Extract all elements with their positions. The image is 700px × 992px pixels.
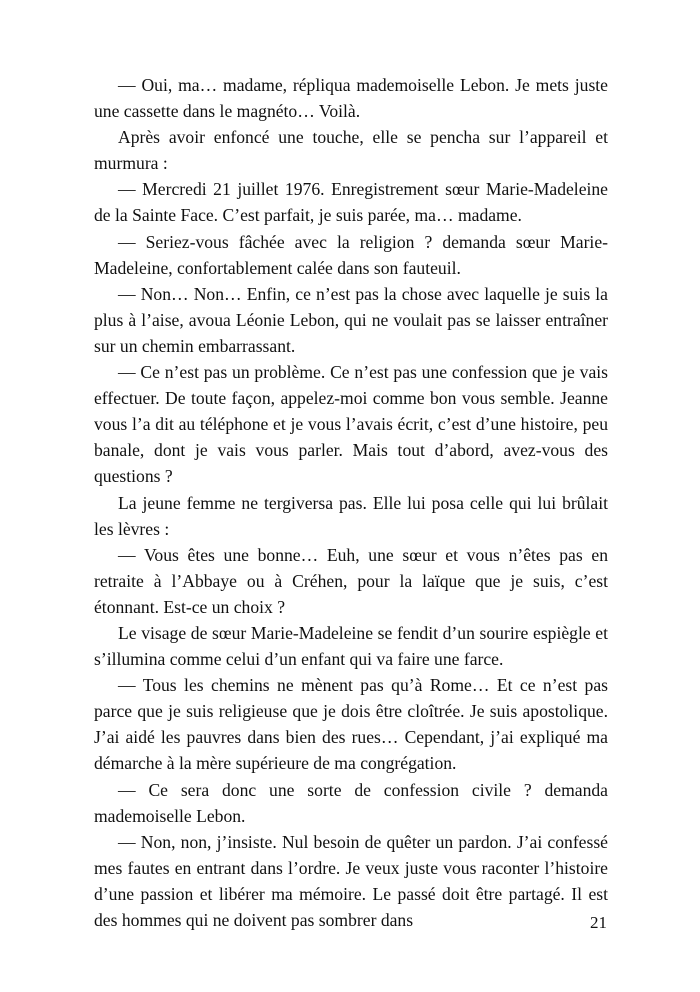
page-number: 21	[590, 913, 607, 932]
paragraph: La jeune femme ne tergiversa pas. Elle lui posa celle qui lui brûlait les lèvres :	[94, 492, 608, 539]
paragraph: — Tous les chemins ne mènent pas qu’à Rome… Et ce n’est pas parce que je suis religieuse que je dois être cloîtrée. Je suis apostolique. J’ai aidé les pauvres dans bien des rues… Cependant, j’ai expliqué ma démarche à la mère supérieure de ma congrégation.	[94, 675, 608, 774]
paragraph: — Mercredi 21 juillet 1976. Enregistrement sœur Marie-Madeleine de la Sainte Face. C’est parfait, je suis parée, ma… madame.	[94, 179, 608, 226]
body-text	[94, 72, 608, 933]
paragraph: — Seriez-vous fâchée avec la religion ? demanda sœur Marie-Madeleine, confortablement calée dans son fauteuil.	[94, 231, 608, 278]
paragraph: — Oui, ma… madame, répliqua mademoiselle Lebon. Je mets juste une cassette dans le magnéto… Voilà.	[94, 75, 608, 122]
paragraph: Le visage de sœur Marie-Madeleine se fendit d’un sourire espiègle et s’illumina comme celui d’un enfant qui va faire une farce.	[94, 622, 608, 670]
paragraph: — Vous êtes une bonne… Euh, une sœur et vous n’êtes pas en retraite à l’Abbaye ou à Créhen, pour la laïque que je suis, c’est étonnant. Est-ce un choix ?	[94, 544, 608, 617]
paragraph: — Non, non, j’insiste. Nul besoin de quêter un pardon. J’ai confessé mes fautes en entrant dans l’ordre. Je veux juste vous raconter l’histoire d’une passion et libérer ma mémoire. Le passé doit être partagé. Il est des hommes qui ne doivent pas sombrer dans	[94, 831, 608, 930]
paragraph: — Non… Non… Enfin, ce n’est pas la chose avec laquelle je suis la plus à l’aise, avoua Léonie Lebon, qui ne voulait pas se laisser entraîner sur un chemin embarrassant.	[94, 283, 608, 356]
paragraph: Après avoir enfoncé une touche, elle se pencha sur l’appareil et murmura :	[94, 127, 608, 174]
paragraph: — Ce sera donc une sorte de confession civile ? demanda mademoiselle Lebon.	[94, 779, 608, 826]
paragraph: — Ce n’est pas un problème. Ce n’est pas une confession que je vais effectuer. De toute façon, appelez-moi comme bon vous semble. Jeanne vous l’a dit au téléphone et je vous l’avais écrit, c’est d’une histoire, peu banale, dont je vais vous parler. Mais tout d’abord, avez-vous des questions ?	[94, 362, 608, 487]
